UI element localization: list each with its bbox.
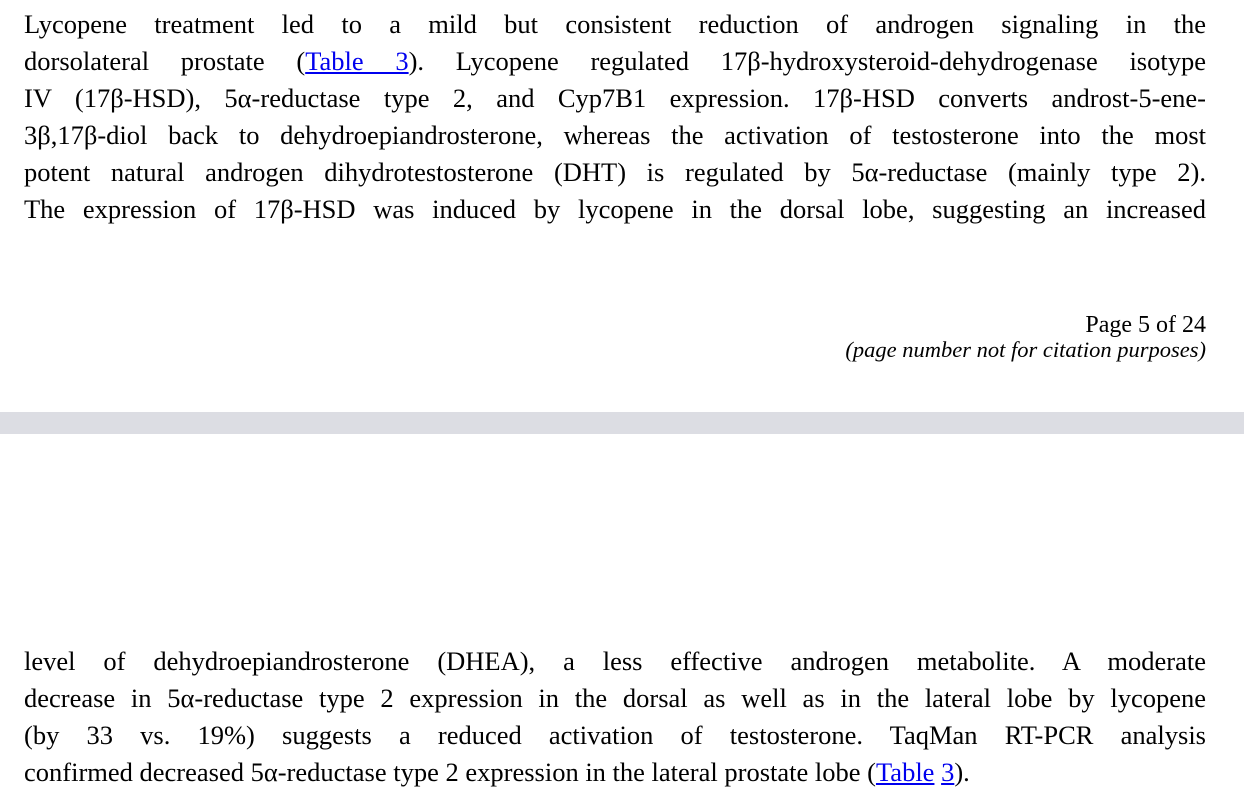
text-line: The expression of 17β-HSD was induced by lycopene in the dorsal lobe, suggesting an increased (24, 194, 1206, 224)
text-line: IV (17β-HSD), 5α-reductase type 2, and Cyp7B1 expression. 17β-HSD converts androst-5-ene- (24, 83, 1206, 113)
page-number-label: Page 5 of 24 (1085, 312, 1206, 338)
text-line: (by 33 vs. 19%) suggests a reduced activation of testosterone. TaqMan RT-PCR analysis (24, 720, 1206, 750)
text-run: confirmed decreased 5α-reductase type 2 expression in the lateral prostate lobe ( (24, 757, 876, 787)
text-line: level of dehydroepiandrosterone (DHEA), a less effective androgen metabolite. A moderate (24, 646, 1206, 676)
page-separator (0, 412, 1244, 434)
text-run: ). (954, 757, 970, 787)
body-paragraph-bottom (24, 643, 1206, 791)
body-paragraph-top (24, 6, 1206, 228)
table-3-link[interactable]: Table 3 (305, 46, 409, 76)
text-line: decrease in 5α-reductase type 2 expression in the dorsal as well as in the lateral lobe by lycopene (24, 683, 1206, 713)
text-line: potent natural androgen dihydrotestosterone (DHT) is regulated by 5α-reductase (mainly type 2). (24, 157, 1206, 187)
table-number-link[interactable]: 3 (941, 757, 955, 787)
text-line (24, 754, 1206, 791)
page-number-note: (page number not for citation purposes) (845, 337, 1206, 362)
text-line: Lycopene treatment led to a mild but consistent reduction of androgen signaling in the (24, 9, 1206, 39)
text-line: 3β,17β-diol back to dehydroepiandrosterone, whereas the activation of testosterone into the most (24, 120, 1206, 150)
text-run: dorsolateral prostate ( (24, 46, 306, 76)
text-line (24, 43, 1206, 80)
text-run: ). Lycopene regulated 17β-hydroxysteroid-dehydrogenase isotype (408, 46, 1206, 76)
table-link[interactable]: Table (875, 757, 935, 787)
pdf-page-6 (0, 434, 1244, 792)
